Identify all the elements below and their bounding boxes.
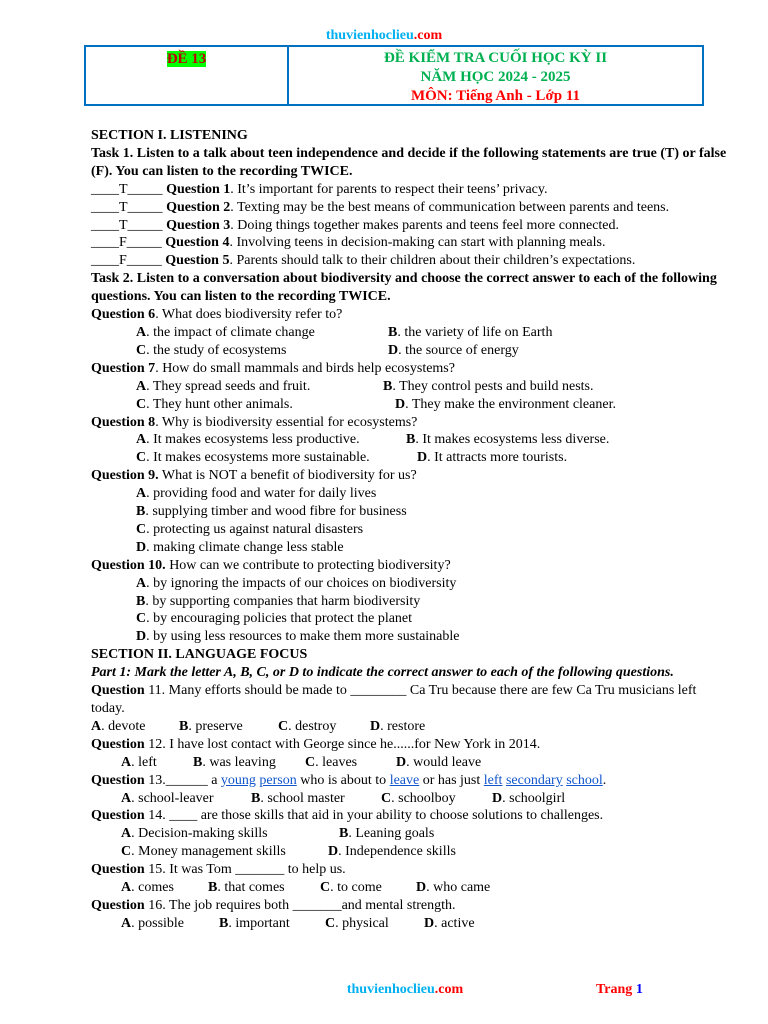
link-young[interactable]: young bbox=[220, 772, 256, 788]
q10-option-c: C. by encouraging policies that protect the planet bbox=[136, 611, 413, 627]
question-7: Question 7. How do small mammals and birds help ecosystems? bbox=[91, 360, 455, 376]
tf-question-5: ____F_____ Question 5. Parents should talk to their children about their children’s expectations. bbox=[91, 253, 636, 269]
link-left[interactable]: left bbox=[483, 772, 503, 788]
link-leave[interactable]: leave bbox=[389, 772, 420, 788]
section-1-title: SECTION I. LISTENING bbox=[91, 128, 248, 143]
q9-option-c: C. protecting us against natural disasters bbox=[136, 521, 364, 537]
link-secondary[interactable]: secondary bbox=[505, 772, 563, 788]
q14-options-cd: C. Money management skills D. Independence skills bbox=[121, 844, 456, 860]
q10-option-b: B. by supporting companies that harm biodiversity bbox=[136, 593, 421, 609]
q15-options: A. comes B. that comes C. to come D. who came bbox=[121, 880, 491, 896]
q7-options-ab: A. They spread seeds and fruit. B. They control pests and build nests. bbox=[136, 378, 594, 394]
tf-question-4: ____F_____ Question 4. Involving teens in decision-making can start with planning meals. bbox=[91, 235, 606, 251]
site-header[interactable]: thuvienhoclieu.com bbox=[325, 28, 443, 43]
q9-option-b: B. supplying timber and wood fibre for business bbox=[136, 504, 407, 520]
q16-options: A. possible B. important C. physical D. active bbox=[121, 915, 475, 931]
tf-question-1: ____T_____ Question 1. It’s important for parents to respect their teens’ privacy. bbox=[91, 181, 548, 197]
q12-options: A. left B. was leaving C. leaves D. would leave bbox=[121, 754, 482, 770]
site-footer[interactable]: thuvienhoclieu.com bbox=[346, 982, 464, 997]
q14-options-ab: A. Decision-making skills B. Leaning goals bbox=[121, 826, 435, 842]
q9-option-d: D. making climate change less stable bbox=[136, 539, 344, 555]
q7-options-cd: C. They hunt other animals. D. They make the environment cleaner. bbox=[136, 396, 616, 412]
q11-options: A. devote B. preserve C. destroy D. restore bbox=[91, 718, 426, 734]
exam-code: ĐỀ 13 bbox=[166, 51, 207, 67]
question-13: Question 13.______ a young person who is about to leave or has just left secondary school. bbox=[91, 772, 607, 788]
section-2-title: SECTION II. LANGUAGE FOCUS bbox=[91, 647, 308, 663]
question-11: Question 11. Many efforts should be made to ________ Ca Tru because there are few Ca Tru musicians left today. bbox=[91, 683, 697, 716]
q6-options-ab: A. the impact of climate change B. the variety of life on Earth bbox=[136, 324, 553, 340]
q10-option-a: A. by ignoring the impacts of our choices on biodiversity bbox=[136, 575, 457, 591]
question-12: Question 12. I have lost contact with George since he......for New York in 2014. bbox=[91, 736, 541, 752]
school-year: NĂM HỌC 2024 - 2025 bbox=[420, 69, 571, 85]
q8-options-cd: C. It makes ecosystems more sustainable. D. It attracts more tourists. bbox=[136, 450, 568, 466]
link-school[interactable]: school bbox=[566, 772, 603, 788]
exam-header-table bbox=[84, 45, 704, 106]
task-2-instructions: Task 2. Listen to a conversation about biodiversity and choose the correct answer to each of the following questions. You can listen to the recording TWICE. bbox=[91, 271, 717, 305]
part-1-instructions: Part 1: Mark the letter A, B, C, or D to indicate the correct answer to each of the following questions. bbox=[91, 665, 674, 681]
question-8: Question 8. Why is biodiversity essential for ecosystems? bbox=[91, 414, 418, 430]
question-10: Question 10. How can we contribute to protecting biodiversity? bbox=[91, 557, 451, 573]
exam-code-cell bbox=[86, 47, 289, 104]
question-16: Question 16. The job requires both _______and mental strength. bbox=[91, 897, 456, 913]
question-9: Question 9. What is NOT a benefit of biodiversity for us? bbox=[91, 468, 417, 484]
task-1-instructions: Task 1. Listen to a talk about teen independence and decide if the following statements are true (T) or false (F). You can listen to the recording TWICE. bbox=[91, 145, 727, 179]
exam-title: ĐỀ KIỂM TRA CUỐI HỌC KỲ II bbox=[383, 50, 608, 66]
q8-options-ab: A. It makes ecosystems less productive. B. It makes ecosystems less diverse. bbox=[136, 432, 610, 448]
question-6: Question 6. What does biodiversity refer to? bbox=[91, 307, 343, 323]
exam-title-cell bbox=[289, 47, 702, 104]
tf-question-3: ____T_____ Question 3. Doing things together makes parents and teens feel more connected. bbox=[91, 217, 620, 233]
exam-content bbox=[91, 127, 731, 933]
subject: MÔN: Tiếng Anh - Lớp 11 bbox=[410, 88, 581, 104]
question-14: Question 14. ____ are those skills that aid in your ability to choose solutions to challenges. bbox=[91, 808, 604, 824]
q9-option-a: A. providing food and water for daily lives bbox=[136, 486, 377, 502]
link-person[interactable]: person bbox=[259, 772, 297, 788]
page-number: Trang 1 bbox=[596, 982, 643, 997]
q6-options-cd: C. the study of ecosystems D. the source of energy bbox=[136, 342, 519, 358]
q10-option-d: D. by using less resources to make them more sustainable bbox=[136, 629, 460, 645]
tf-question-2: ____T_____ Question 2. Texting may be the best means of communication between parents and teens. bbox=[91, 199, 670, 215]
question-15: Question 15. It was Tom _______ to help us. bbox=[91, 862, 346, 878]
q13-options: A. school-leaver B. school master C. schoolboy D. schoolgirl bbox=[121, 790, 566, 806]
